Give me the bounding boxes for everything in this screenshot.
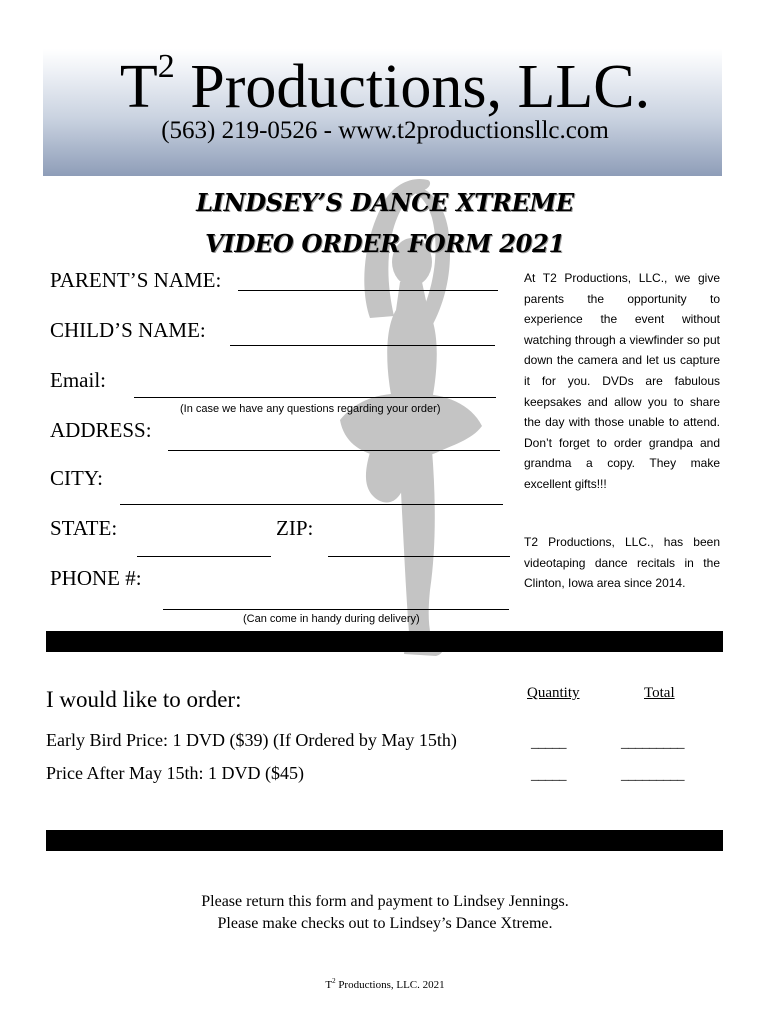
state-field[interactable]	[137, 556, 271, 557]
divider-bar-top	[46, 631, 723, 652]
copyright-prefix: T	[325, 979, 333, 991]
regular-quantity-field[interactable]: _____	[531, 767, 566, 783]
parent-name-label: PARENT’S NAME:	[50, 268, 222, 292]
email-label: Email:	[50, 368, 106, 392]
copyright-suffix: Productions, LLC. 2021	[335, 979, 445, 991]
state-label: STATE:	[50, 516, 118, 540]
regular-price-label: Price After May 15th: 1 DVD ($45)	[46, 763, 304, 783]
contact-line: (563) 219-0526 - www.t2productionsllc.com	[161, 117, 609, 144]
history-paragraph: T2 Productions, LLC., has been videotaping dance recitals in the Clinton, Iowa area since 2014.	[524, 535, 720, 591]
email-field[interactable]	[134, 397, 496, 398]
form-title-line2: VIDEO ORDER FORM 2021	[205, 229, 565, 258]
phone-label: PHONE #:	[50, 566, 142, 590]
early-bird-total-field[interactable]: _________	[621, 735, 684, 751]
regular-total-field[interactable]: _________	[621, 767, 684, 783]
email-hint: (In case we have any questions regarding your order)	[180, 403, 441, 415]
copyright-superscript: 2	[332, 977, 336, 985]
child-name-label: CHILD’S NAME:	[50, 318, 206, 342]
order-heading: I would like to order:	[46, 687, 242, 712]
brand-superscript: 2	[157, 48, 175, 85]
check-instructions: Please make checks out to Lindsey’s Dance Xtreme.	[217, 915, 553, 932]
early-bird-quantity-field[interactable]: _____	[531, 735, 566, 751]
early-bird-price-label: Early Bird Price: 1 DVD ($39) (If Ordered by May 15th)	[46, 730, 457, 750]
address-label: ADDRESS:	[50, 418, 152, 442]
zip-field[interactable]	[328, 556, 510, 557]
address-field[interactable]	[168, 450, 500, 451]
quantity-column-header: Quantity	[527, 685, 580, 701]
divider-bar-bottom	[46, 830, 723, 851]
city-field[interactable]	[120, 504, 503, 505]
copyright	[0, 979, 770, 991]
total-column-header: Total	[644, 685, 675, 701]
intro-paragraph: At T2 Productions, LLC., we give parents the opportunity to experience the event without watching through a viewfinder so put down the camera and let us capture it for you. DVDs are fabulous keepsakes and allow you to share the day with those unable to attend. Don’t forget to order grandpa and grandma a copy. They make excellent gifts!!!	[524, 271, 720, 491]
child-name-field[interactable]	[230, 345, 495, 346]
company-name	[0, 48, 770, 122]
phone-field[interactable]	[163, 609, 509, 610]
brand-prefix: T	[119, 53, 158, 121]
return-instructions: Please return this form and payment to Lindsey Jennings.	[201, 893, 569, 910]
zip-label: ZIP:	[276, 516, 314, 540]
phone-hint: (Can come in handy during delivery)	[243, 613, 420, 625]
brand-suffix: Productions, LLC.	[174, 53, 651, 121]
parent-name-field[interactable]	[238, 290, 498, 291]
form-title-line1: LINDSEY’S DANCE XTREME	[196, 188, 574, 217]
city-label: CITY:	[50, 466, 103, 490]
